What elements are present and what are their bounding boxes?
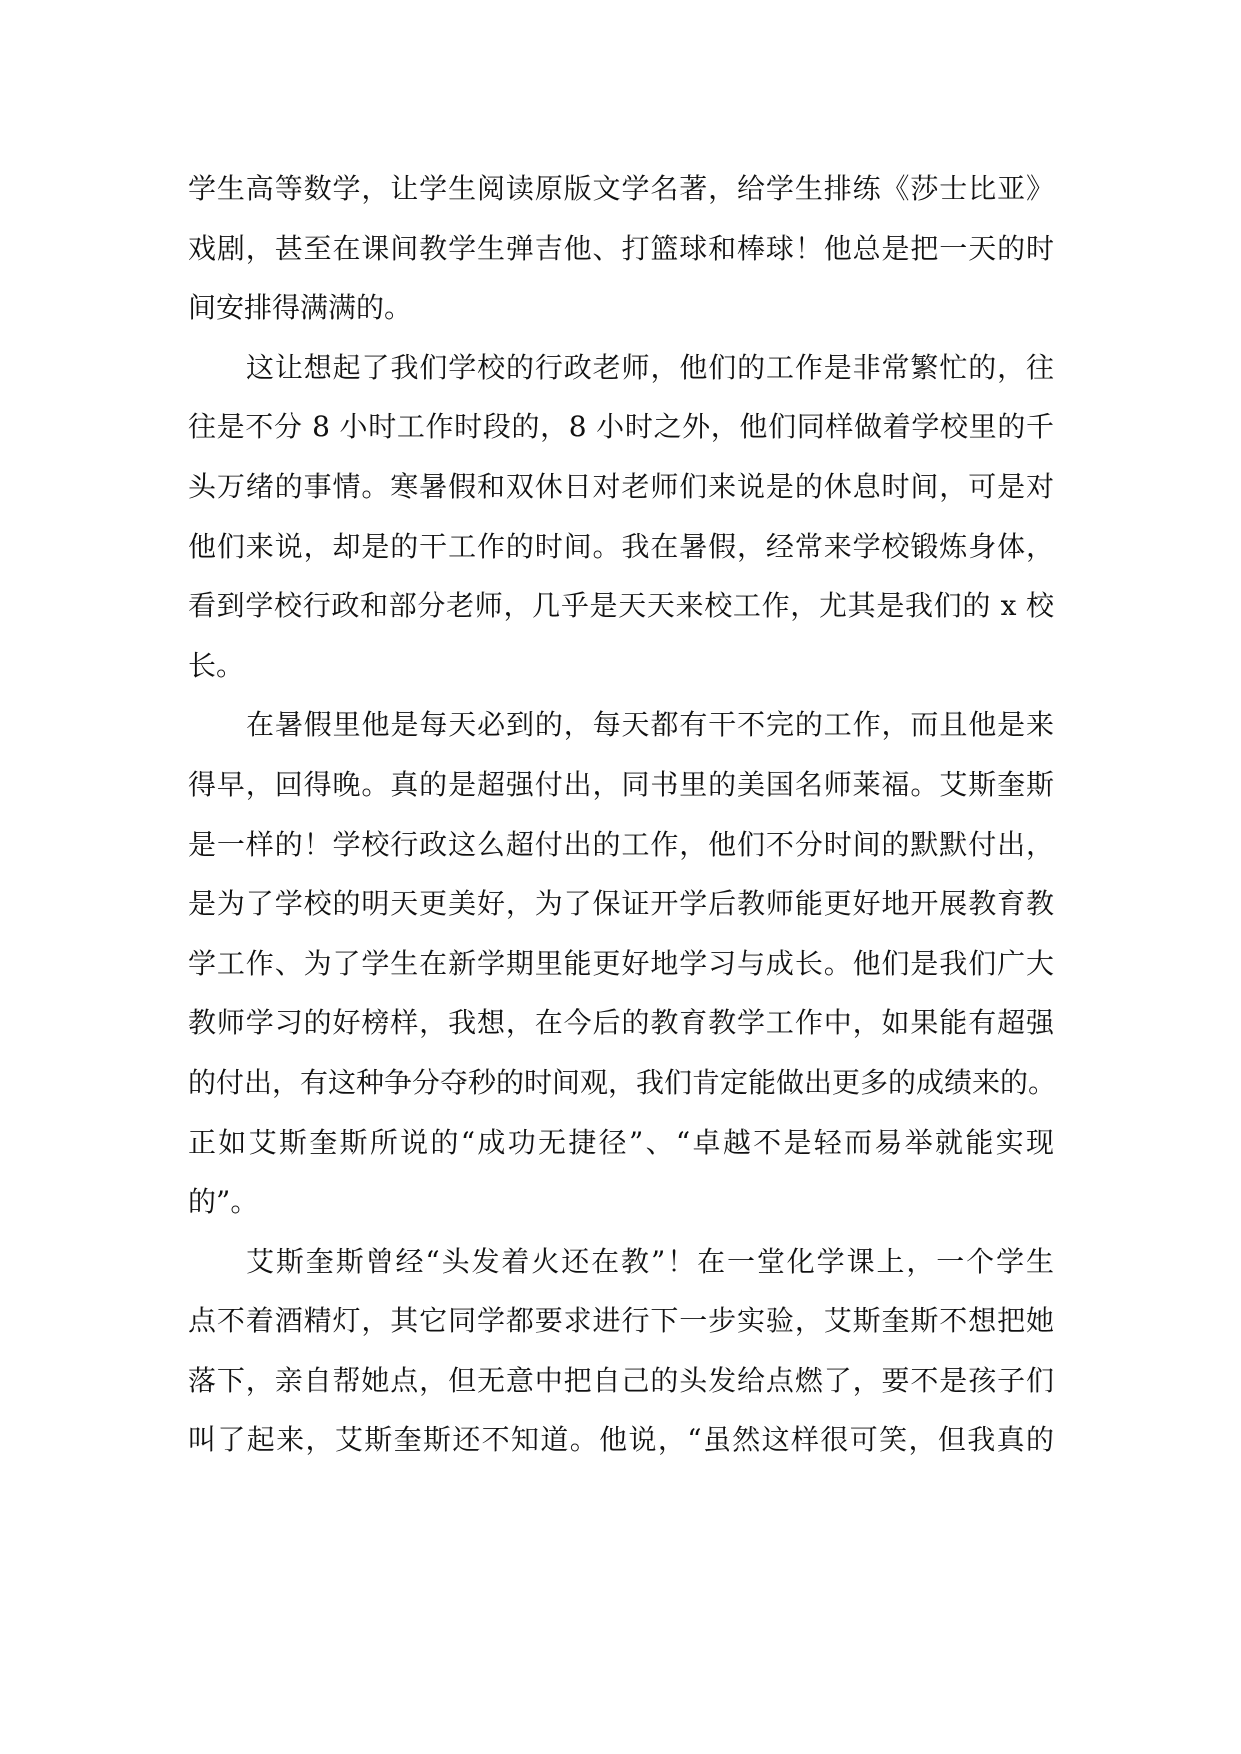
paragraph-4 xyxy=(188,1232,1054,1470)
text-line: 学工作、为了学生在新学期里能更好地学习与成长。他们是我们广大 xyxy=(188,946,1054,980)
paragraph-3 xyxy=(188,695,1057,1231)
text-line: 教师学习的好榜样，我想，在今后的教育教学工作中，如果能有超强 xyxy=(188,1006,1054,1040)
text-line: 戏剧，甚至在课间教学生弹吉他、打篮球和棒球！他总是把一天的时 xyxy=(188,231,1054,265)
text-line: 头万绪的事情。寒暑假和双休日对老师们来说是的休息时间，可是对 xyxy=(188,469,1054,503)
text-line: 是一样的！学校行政这么超付出的工作，他们不分时间的默默付出， xyxy=(188,827,1054,861)
paragraph-2 xyxy=(188,338,1054,696)
text-line: 叫了起来，艾斯奎斯还不知道。他说，“虽然这样很可笑，但我真的 xyxy=(188,1423,1054,1457)
text-line: 学生高等数学，让学生阅读原版文学名著，给学生排练《莎士比亚》 xyxy=(188,172,1054,205)
text-line: 艾斯奎斯曾经“头发着火还在教”！在一堂化学课上，一个学生 xyxy=(246,1244,1054,1278)
text-line: 正如艾斯奎斯所说的“成功无捷径”、“卓越不是轻而易举就能实现 xyxy=(188,1125,1054,1159)
text-line: 在暑假里他是每天必到的，每天都有干不完的工作，而且他是来 xyxy=(246,708,1054,742)
text-line: 间安排得满满的。 xyxy=(188,291,413,325)
text-line: 他们来说，却是的干工作的时间。我在暑假，经常来学校锻炼身体， xyxy=(188,529,1054,563)
paragraph-1 xyxy=(188,159,1054,338)
text-line: 的付出，有这种争分夺秒的时间观，我们肯定能做出更多的成绩来的。 xyxy=(188,1065,1057,1099)
text-line: 是为了学校的明天更美好，为了保证开学后教师能更好地开展教育教 xyxy=(188,887,1054,921)
text-line: 得早，回得晚。真的是超强付出，同书里的美国名师莱福。艾斯奎斯 xyxy=(188,767,1054,801)
text-line: 往是不分 8 小时工作时段的，8 小时之外，他们同样做着学校里的千 xyxy=(188,410,1054,444)
text-line: 看到学校行政和部分老师，几乎是天天来校工作，尤其是我们的 x 校 xyxy=(188,589,1054,623)
text-line: 长。 xyxy=(188,648,245,682)
text-line: 点不着酒精灯，其它同学都要求进行下一步实验，艾斯奎斯不想把她 xyxy=(188,1304,1054,1338)
text-line: 这让想起了我们学校的行政老师，他们的工作是非常繁忙的，往 xyxy=(246,350,1054,384)
text-line: 的”。 xyxy=(188,1185,259,1219)
document-body xyxy=(188,159,1057,1470)
text-line: 落下，亲自帮她点，但无意中把自己的头发给点燃了，要不是孩子们 xyxy=(188,1363,1054,1397)
